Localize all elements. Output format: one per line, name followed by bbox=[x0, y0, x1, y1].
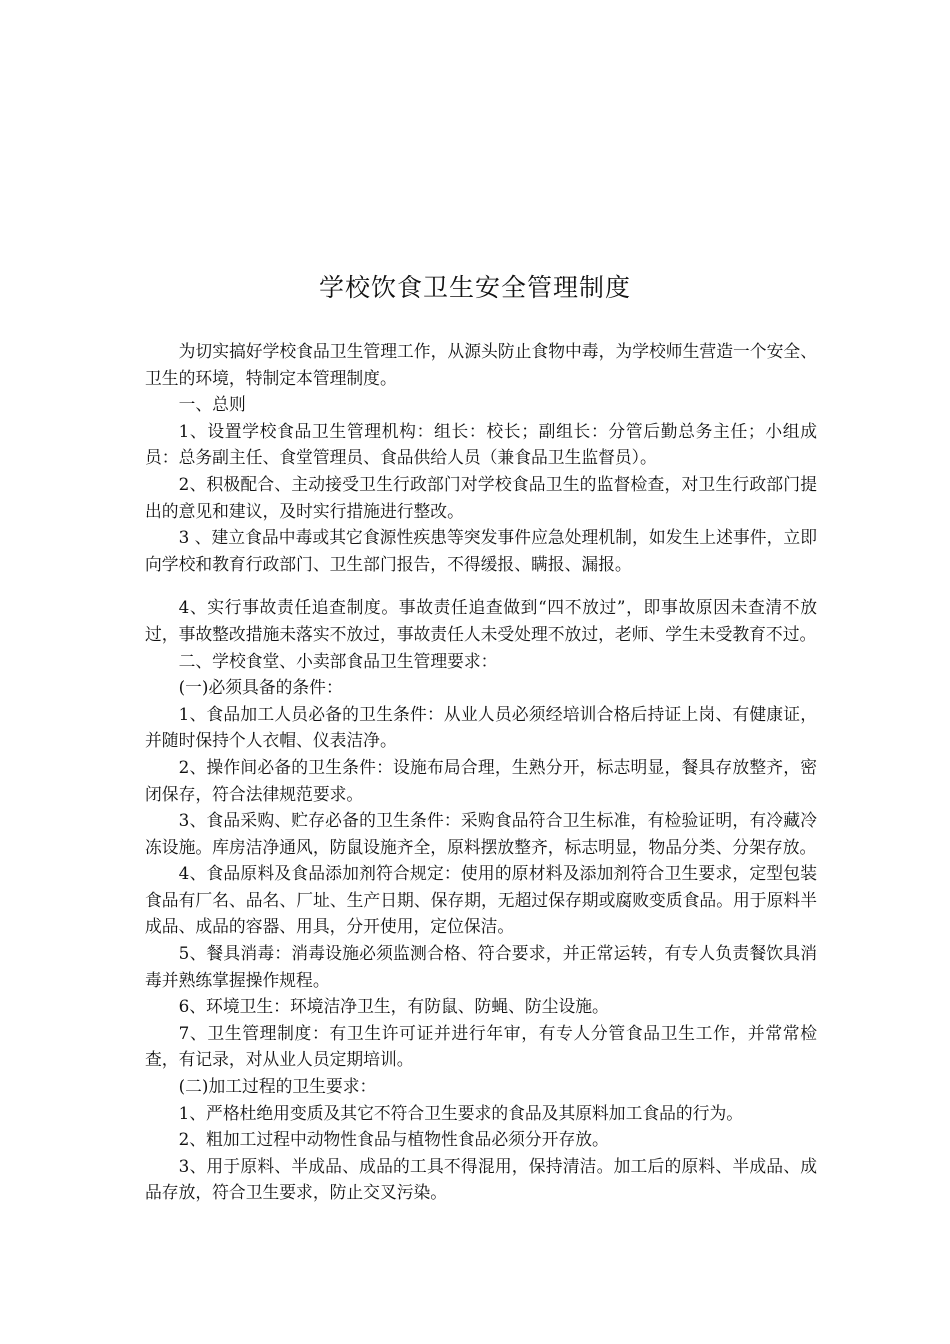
document-title: 学校饮食卫生安全管理制度 bbox=[318, 273, 631, 302]
body-paragraph: 7、卫生管理制度：有卫生许可证并进行年审，有专人分管食品卫生工作，并常常检查，有记录，对从业人员定期培训。 bbox=[145, 1022, 817, 1070]
body-paragraph: 3 、建立食品中毒或其它食源性疾患等突发事件应急处理机制，如发生上述事件，立即向学校和教育行政部门、卫生部门报告，不得缓报、瞒报、漏报。 bbox=[145, 527, 817, 574]
body-paragraph: 6、环境卫生：环境洁净卫生，有防鼠、防蝇、防尘设施。 bbox=[178, 996, 609, 1017]
body-paragraph: 4、食品原料及食品添加剂符合规定：使用的原材料及添加剂符合卫生要求，定型包装食品有厂名、品名、厂址、生产日期、保存期，无超过保存期或腐败变质食品。用于原料半成品、成品的容器、用具，分开使用，定位保洁。 bbox=[145, 863, 817, 937]
body-paragraph: 2、粗加工过程中动物性食品与植物性食品必须分开存放。 bbox=[178, 1129, 609, 1150]
body-paragraph: 2、操作间必备的卫生条件：设施布局合理，生熟分开，标志明显，餐具存放整齐，密闭保存，符合法律规范要求。 bbox=[145, 756, 817, 804]
body-paragraph: 5、餐具消毒：消毒设施必须监测合格、符合要求，并正常运转，有专人负责餐饮具消毒并熟练掌握操作规程。 bbox=[145, 943, 817, 990]
body-paragraph: 4、实行事故责任追查制度。事故责任追查做到“四不放过”，即事故原因未查清不放过，事故整改措施未落实不放过，事故责任人未受处理不放过，老师、学生未受教育不过。 bbox=[145, 597, 817, 644]
body-paragraph: 1、设置学校食品卫生管理机构：组长：校长；副组长：分管后勤总务主任；小组成员：总务副主任、食堂管理员、食品供给人员（兼食品卫生监督员）。 bbox=[145, 420, 817, 468]
body-paragraph: (二)加工过程的卫生要求： bbox=[178, 1076, 377, 1097]
body-paragraph: 1、严格杜绝用变质及其它不符合卫生要求的食品及其原料加工食品的行为。 bbox=[178, 1102, 744, 1123]
document-body bbox=[145, 338, 817, 1206]
body-paragraph: 一、总则 bbox=[178, 394, 246, 415]
body-paragraph: 二、学校食堂、小卖部食品卫生管理要求： bbox=[178, 650, 498, 671]
body-paragraph: 3、食品采购、贮存必备的卫生条件：采购食品符合卫生标准，有检验证明，有冷藏冷冻设施。库房洁净通风，防鼠设施齐全，原料摆放整齐，标志明显，物品分类、分架存放。 bbox=[145, 810, 817, 857]
body-paragraph: (一)必须具备的条件： bbox=[178, 677, 343, 698]
body-paragraph: 为切实搞好学校食品卫生管理工作，从源头防止食物中毒，为学校师生营造一个安全、卫生的环境，特制定本管理制度。 bbox=[145, 341, 817, 388]
body-paragraph: 3、用于原料、半成品、成品的工具不得混用，保持清洁。加工后的原料、半成品、成品存放，符合卫生要求，防止交叉污染。 bbox=[145, 1155, 817, 1203]
body-paragraph: 2、积极配合、主动接受卫生行政部门对学校食品卫生的监督检查，对卫生行政部门提出的意见和建议，及时实行措施进行整改。 bbox=[145, 473, 817, 521]
body-paragraph: 1、食品加工人员必备的卫生条件：从业人员必须经培训合格后持证上岗、有健康证，并随时保持个人衣帽、仪表洁净。 bbox=[145, 703, 817, 751]
